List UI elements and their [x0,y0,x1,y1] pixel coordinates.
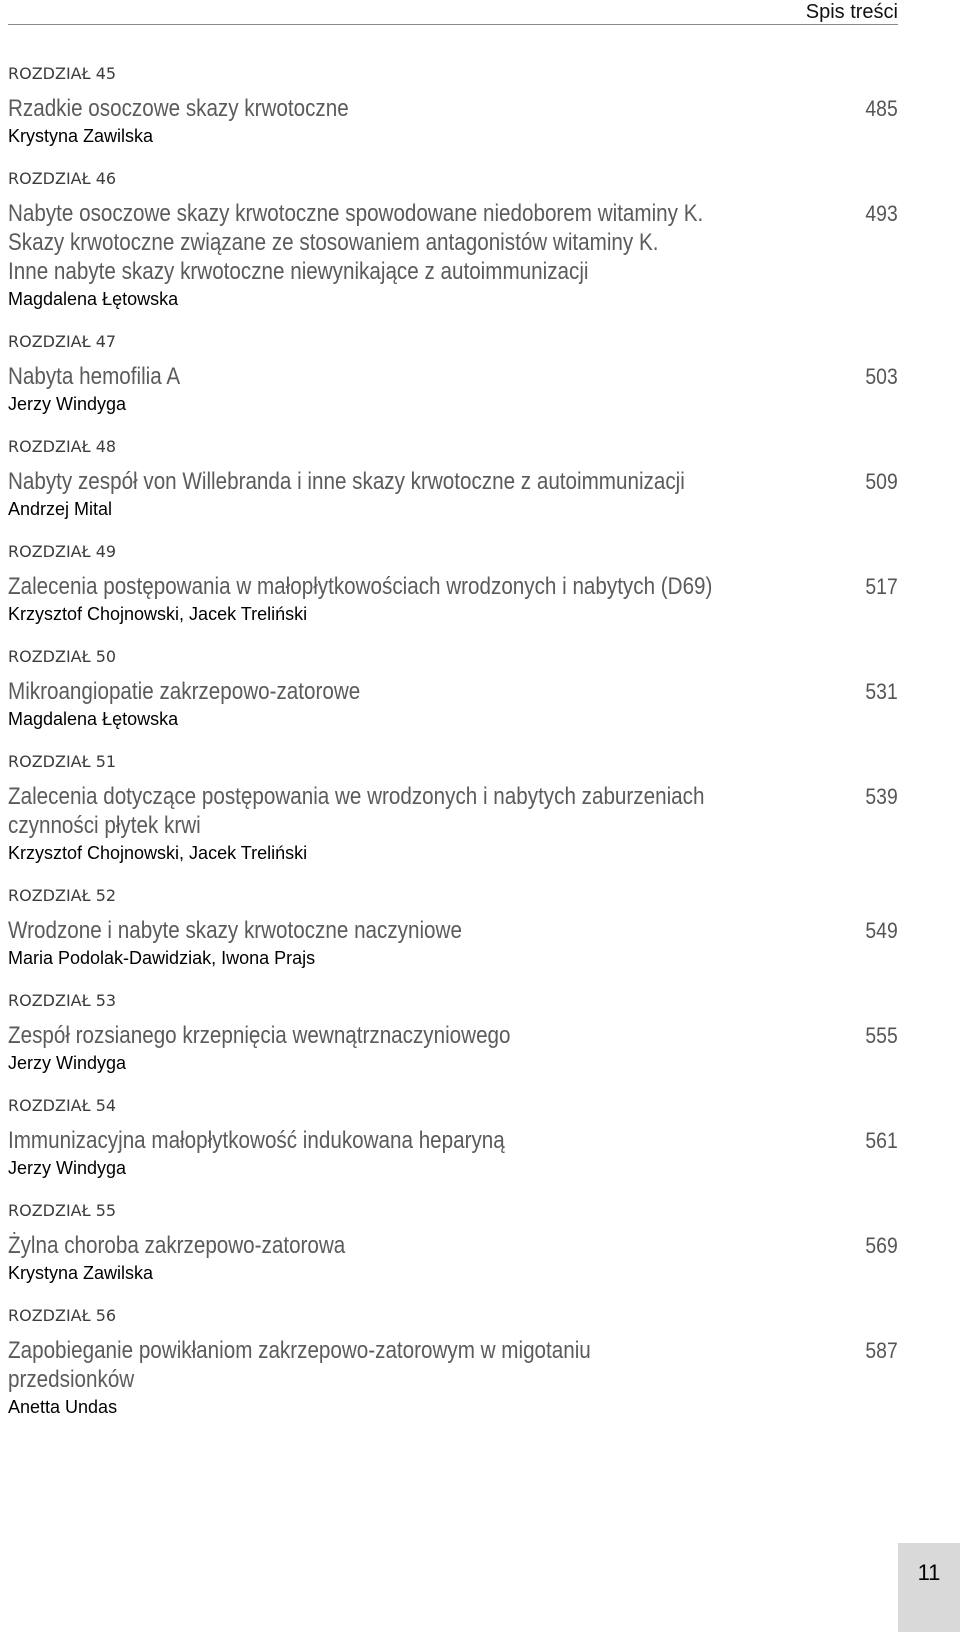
chapter-page-number: 555 [865,1023,898,1048]
toc-entry [8,886,898,971]
chapter-page-number: 531 [865,679,898,704]
chapter-title [8,1336,713,1394]
chapter-title-line: Zespół rozsianego krzepnięcia wewnątrznaczyniowego [8,1022,511,1049]
chapter-title [8,1021,713,1050]
page-number: 11 [917,1560,941,1585]
chapter-title-line: Skazy krwotoczne związane ze stosowaniem antagonistów witaminy K. [8,229,659,256]
chapter-title [8,1126,713,1155]
chapter-title-line: Nabyte osoczowe skazy krwotoczne spowodowane niedoborem witaminy K. [8,200,704,227]
chapter-title-line: Zalecenia dotyczące postępowania we wrodzonych i nabytych zaburzeniach [8,783,705,810]
chapter-title [8,916,713,945]
toc-entry [8,64,898,149]
chapter-title [8,94,713,123]
chapter-page-number: 485 [865,96,898,121]
chapter-number: ROZDZIAŁ 55 [8,1201,117,1220]
chapter-title-line: Nabyta hemofilia A [8,363,181,390]
chapter-number: ROZDZIAŁ 53 [8,991,117,1010]
chapter-title-line: Mikroangiopatie zakrzepowo-zatorowe [8,678,361,705]
chapter-number: ROZDZIAŁ 50 [8,647,117,666]
chapter-title [8,677,713,706]
chapter-authors: Jerzy Windyga [8,1053,127,1073]
chapter-page-number: 549 [865,918,898,943]
chapter-title [8,467,713,496]
page-number-tab [898,1543,960,1632]
chapter-authors: Maria Podolak-Dawidziak, Iwona Prajs [8,948,316,968]
chapter-number: ROZDZIAŁ 47 [8,332,117,351]
chapter-number: ROZDZIAŁ 52 [8,886,117,905]
chapter-title-row [8,916,898,945]
chapter-number: ROZDZIAŁ 45 [8,64,117,83]
toc-entry [8,1096,898,1181]
table-of-contents [8,64,898,1440]
chapter-page-number: 587 [865,1338,898,1363]
chapter-number: ROZDZIAŁ 54 [8,1096,117,1115]
chapter-title-row [8,199,898,286]
chapter-page-number: 561 [865,1128,898,1153]
chapter-title-row [8,467,898,496]
chapter-title-row [8,782,898,840]
chapter-title-line: przedsionków [8,1366,135,1393]
chapter-authors: Krzysztof Chojnowski, Jacek Treliński [8,604,308,624]
chapter-title-row [8,1021,898,1050]
chapter-authors: Krystyna Zawilska [8,126,154,146]
chapter-authors: Magdalena Łętowska [8,709,179,729]
chapter-title-line: Zapobieganie powikłaniom zakrzepowo-zatorowym w migotaniu [8,1337,591,1364]
toc-entry [8,1201,898,1286]
chapter-number: ROZDZIAŁ 48 [8,437,117,456]
chapter-title-line: Immunizacyjna małopłytkowość indukowana heparyną [8,1127,505,1154]
toc-entry [8,332,898,417]
toc-entry [8,1306,898,1420]
toc-entry [8,991,898,1076]
chapter-page-number: 503 [865,364,898,389]
toc-entry [8,752,898,866]
chapter-title-row [8,572,898,601]
chapter-title [8,362,713,391]
toc-entry [8,169,898,312]
chapter-number: ROZDZIAŁ 51 [8,752,117,771]
chapter-title-row [8,1336,898,1394]
chapter-page-number: 493 [865,201,898,226]
chapter-title [8,782,713,840]
chapter-title-line: Żylna choroba zakrzepowo-zatorowa [8,1232,346,1259]
chapter-number: ROZDZIAŁ 49 [8,542,117,561]
toc-entry [8,647,898,732]
toc-entry [8,437,898,522]
running-title: Spis treści [805,1,898,23]
chapter-title-row [8,1126,898,1155]
chapter-title [8,1231,713,1260]
chapter-page-number: 509 [865,469,898,494]
chapter-page-number: 569 [865,1233,898,1258]
chapter-title-row [8,94,898,123]
chapter-title-line: Wrodzone i nabyte skazy krwotoczne naczyniowe [8,917,462,944]
chapter-title [8,572,713,601]
chapter-authors: Anetta Undas [8,1397,118,1417]
chapter-authors: Jerzy Windyga [8,1158,127,1178]
chapter-title-line: Rzadkie osoczowe skazy krwotoczne [8,95,349,122]
toc-entry [8,542,898,627]
chapter-authors: Magdalena Łętowska [8,289,179,309]
chapter-title-line: czynności płytek krwi [8,812,201,839]
chapter-title-row [8,677,898,706]
chapter-title [8,199,713,286]
chapter-title-line: Nabyty zespół von Willebranda i inne skazy krwotoczne z autoimmunizacji [8,468,685,495]
chapter-title-row [8,1231,898,1260]
chapter-authors: Andrzej Mital [8,499,113,519]
chapter-page-number: 539 [865,784,898,809]
chapter-title-line: Zalecenia postępowania w małopłytkowościach wrodzonych i nabytych (D69) [8,573,713,600]
chapter-page-number: 517 [865,574,898,599]
chapter-authors: Jerzy Windyga [8,394,127,414]
chapter-title-row [8,362,898,391]
chapter-title-line: Inne nabyte skazy krwotoczne niewynikające z autoimmunizacji [8,258,589,285]
chapter-number: ROZDZIAŁ 56 [8,1306,117,1325]
chapter-authors: Krystyna Zawilska [8,1263,154,1283]
chapter-number: ROZDZIAŁ 46 [8,169,117,188]
running-head [8,0,898,25]
chapter-authors: Krzysztof Chojnowski, Jacek Treliński [8,843,308,863]
